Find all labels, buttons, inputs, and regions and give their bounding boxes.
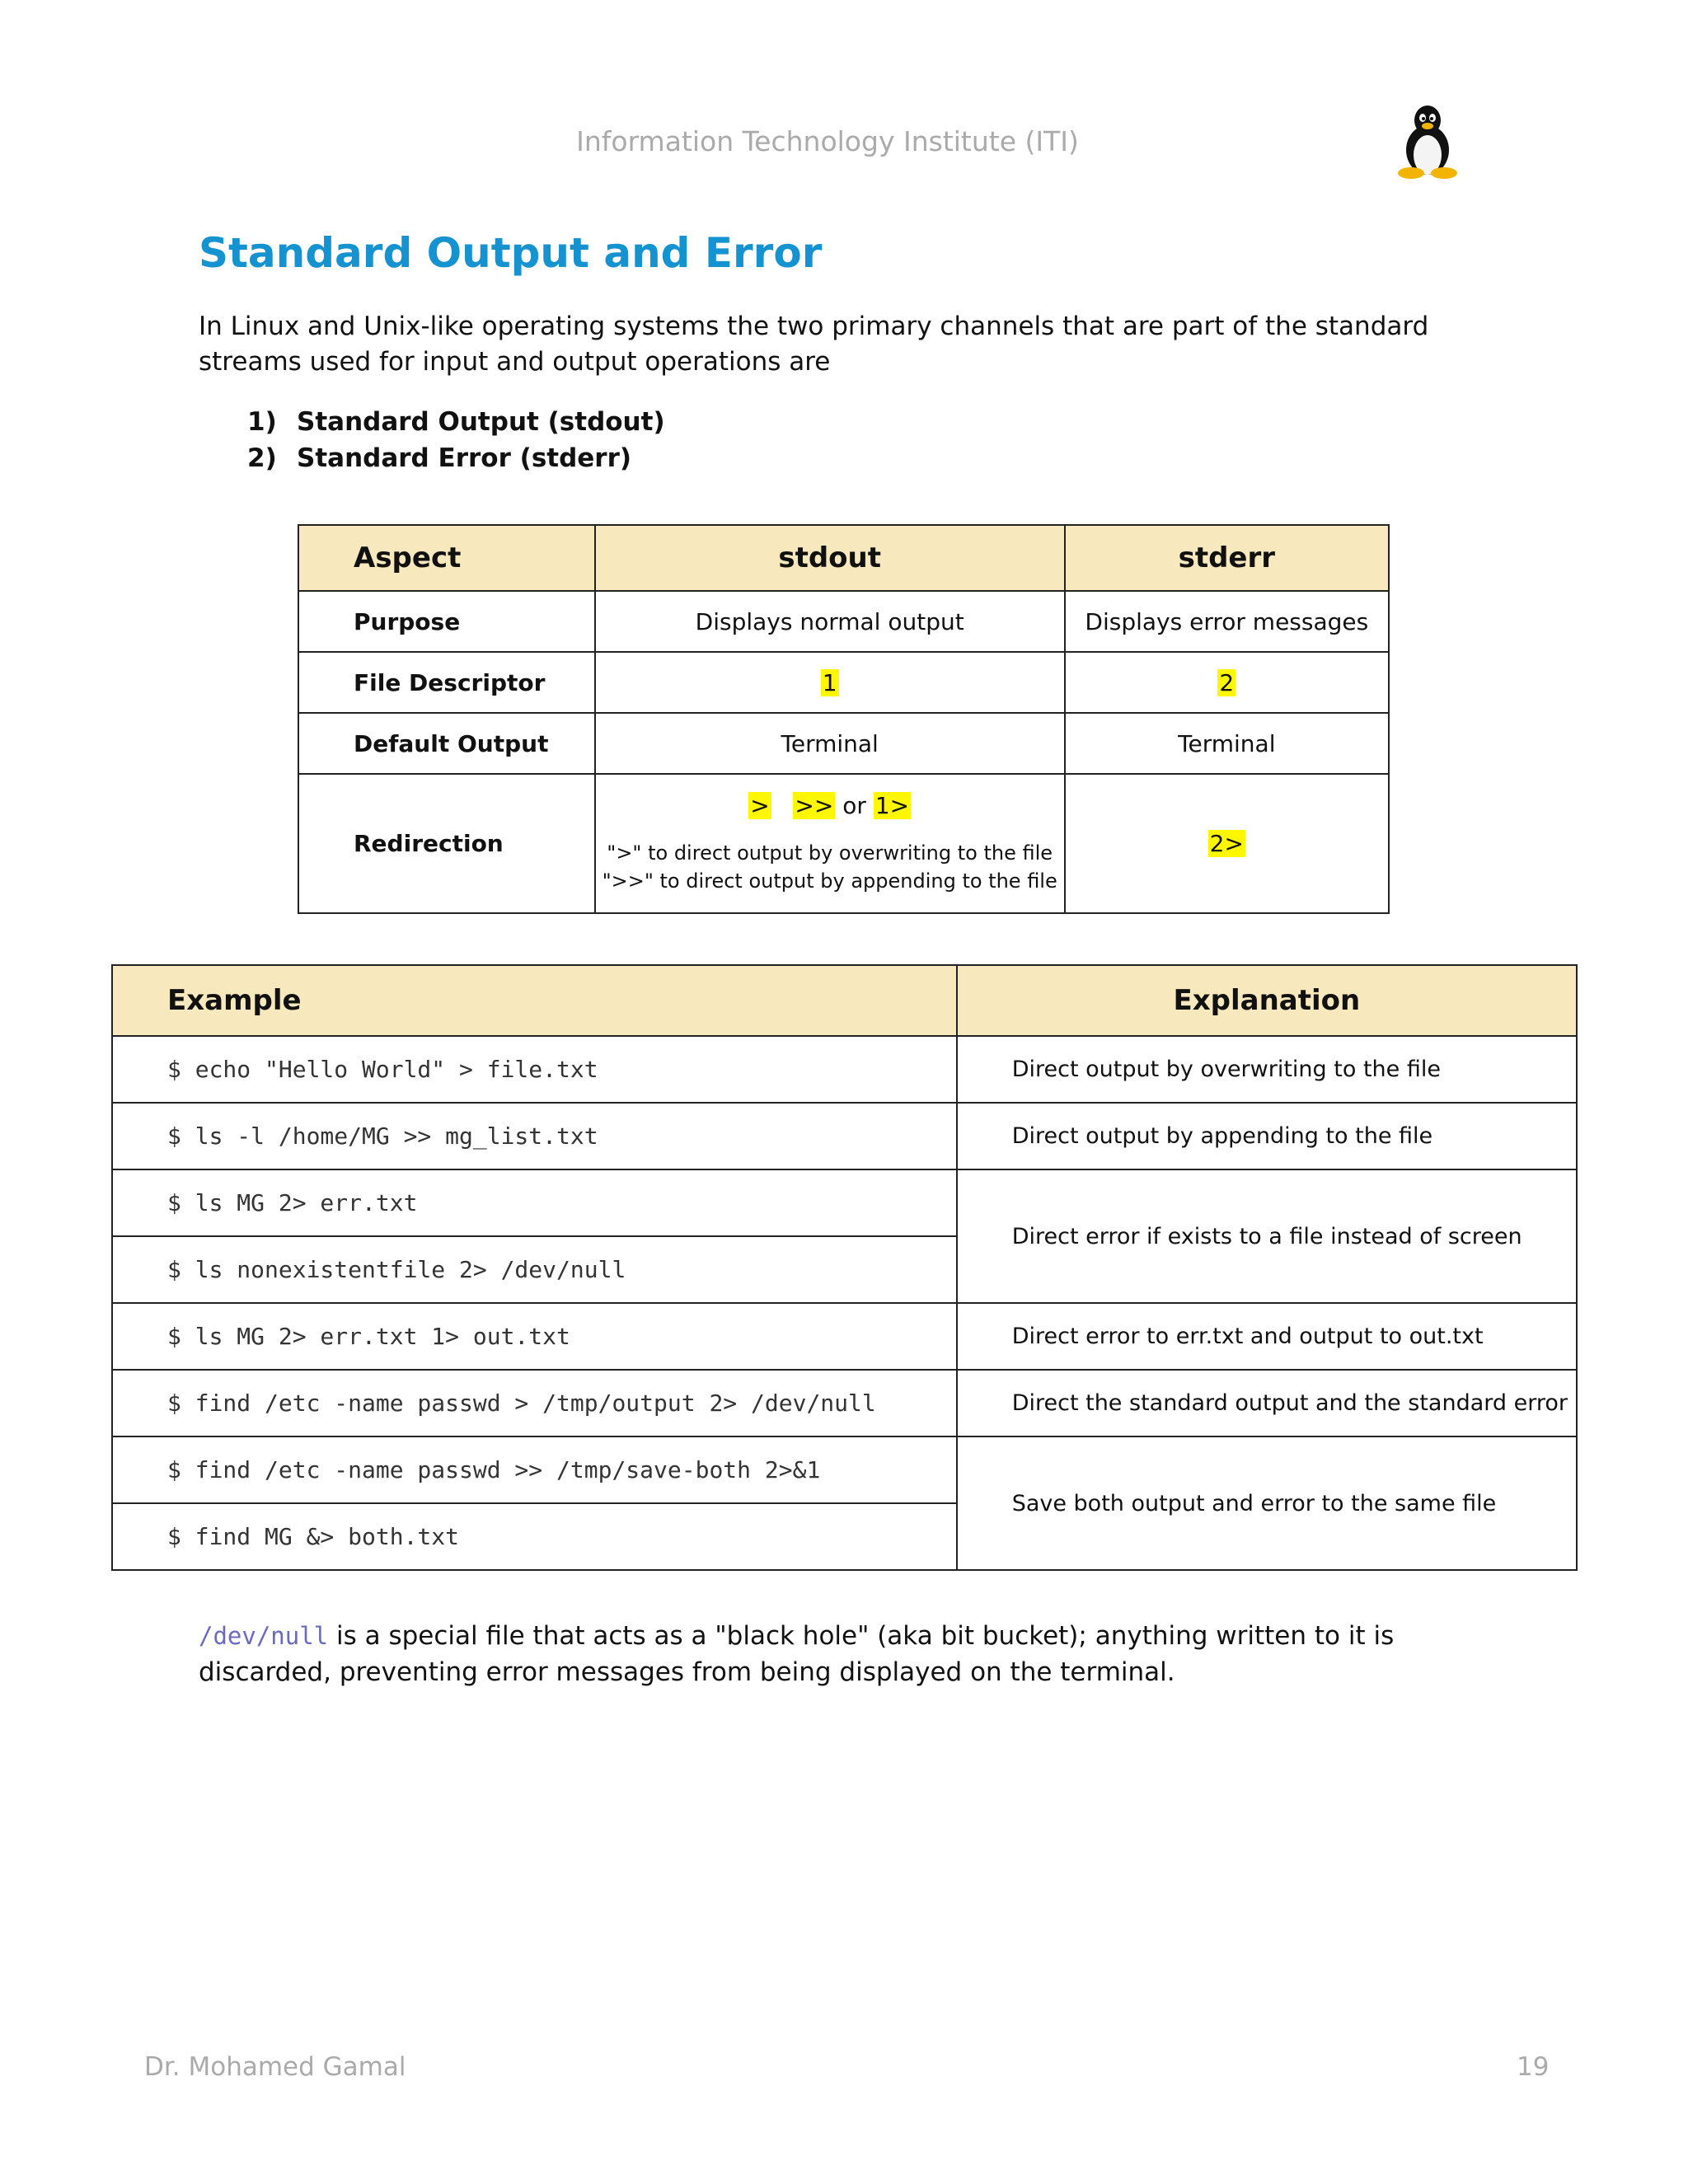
table-row <box>112 1303 1577 1370</box>
command-cell: $ find /etc -name passwd >> /tmp/save-both 2>&1 <box>112 1436 957 1503</box>
table-cell <box>595 652 1065 713</box>
streams-list <box>247 404 665 476</box>
page-number: 19 <box>1517 2052 1550 2082</box>
table-row <box>298 774 1389 913</box>
highlighted-value: 2> <box>1209 830 1244 857</box>
explanation-cell: Direct error if exists to a file instead of screen <box>957 1169 1577 1303</box>
page-title: Standard Output and Error <box>199 229 823 277</box>
highlighted-value: >> <box>795 792 834 819</box>
list-item: 1) Standard Output (stdout) <box>247 407 665 437</box>
command-cell: $ ls nonexistentfile 2> /dev/null <box>112 1236 957 1303</box>
aspect-table <box>298 524 1390 914</box>
footer-author: Dr. Mohamed Gamal <box>144 2052 406 2082</box>
row-label: Redirection <box>298 774 595 913</box>
redirection-operators: > >> or 1> <box>750 792 910 819</box>
highlighted-value: 1 <box>822 668 837 696</box>
command-cell: $ find MG &> both.txt <box>112 1503 957 1570</box>
table-row <box>112 1036 1577 1103</box>
table-header-row <box>112 965 1577 1036</box>
table-header-row <box>298 525 1389 591</box>
column-header: Aspect <box>298 525 595 591</box>
table-cell <box>595 774 1065 913</box>
highlighted-value: > <box>750 792 770 819</box>
table-row <box>112 1370 1577 1436</box>
row-label: Purpose <box>298 591 595 652</box>
command-cell: $ ls MG 2> err.txt <box>112 1169 957 1236</box>
highlighted-value: 2 <box>1219 668 1235 696</box>
row-label: Default Output <box>298 713 595 774</box>
example-table <box>111 964 1578 1571</box>
table-row <box>112 1169 1577 1236</box>
column-header: Explanation <box>957 965 1577 1036</box>
command-cell: $ ls -l /home/MG >> mg_list.txt <box>112 1103 957 1169</box>
page-header: Information Technology Institute (ITI) <box>576 125 1079 157</box>
redirection-note: ">>" to direct output by appending to the file <box>602 869 1057 893</box>
table-row <box>112 1103 1577 1169</box>
column-header: Example <box>112 965 957 1036</box>
column-header: stdout <box>595 525 1065 591</box>
explanation-cell: Save both output and error to the same file <box>957 1436 1577 1570</box>
command-cell: $ ls MG 2> err.txt 1> out.txt <box>112 1303 957 1370</box>
table-cell: Displays normal output <box>595 591 1065 652</box>
table-cell: Terminal <box>595 713 1065 774</box>
table-cell <box>1065 774 1389 913</box>
row-label: File Descriptor <box>298 652 595 713</box>
explanation-cell: Direct error to err.txt and output to out.txt <box>957 1303 1577 1370</box>
highlighted-value: 1> <box>874 792 910 819</box>
inline-code: /dev/null <box>199 1622 329 1650</box>
explanation-cell: Direct the standard output and the standard error <box>957 1370 1577 1436</box>
table-row <box>298 652 1389 713</box>
table-row <box>298 713 1389 774</box>
command-cell: $ find /etc -name passwd > /tmp/output 2> /dev/null <box>112 1370 957 1436</box>
explanation-cell: Direct output by overwriting to the file <box>957 1036 1577 1103</box>
dev-null-note: /dev/null is a special file that acts as a "black hole" (aka bit bucket); anything written to it is discarded, preventing error messages from being displayed on the terminal. <box>199 1621 1395 1687</box>
table-row <box>298 591 1389 652</box>
table-cell <box>1065 652 1389 713</box>
table-cell: Terminal <box>1065 713 1389 774</box>
redirection-note: ">" to direct output by overwriting to the file <box>607 841 1053 865</box>
column-header: stderr <box>1065 525 1389 591</box>
table-cell: Displays error messages <box>1065 591 1389 652</box>
explanation-cell: Direct output by appending to the file <box>957 1103 1577 1169</box>
list-item: 2) Standard Error (stderr) <box>247 443 632 473</box>
command-cell: $ echo "Hello World" > file.txt <box>112 1036 957 1103</box>
intro-paragraph: In Linux and Unix-like operating systems the two primary channels that are part of the standard streams used for input and output operations are <box>199 312 1429 377</box>
table-row <box>112 1436 1577 1503</box>
tux-penguin-icon <box>1393 104 1462 180</box>
